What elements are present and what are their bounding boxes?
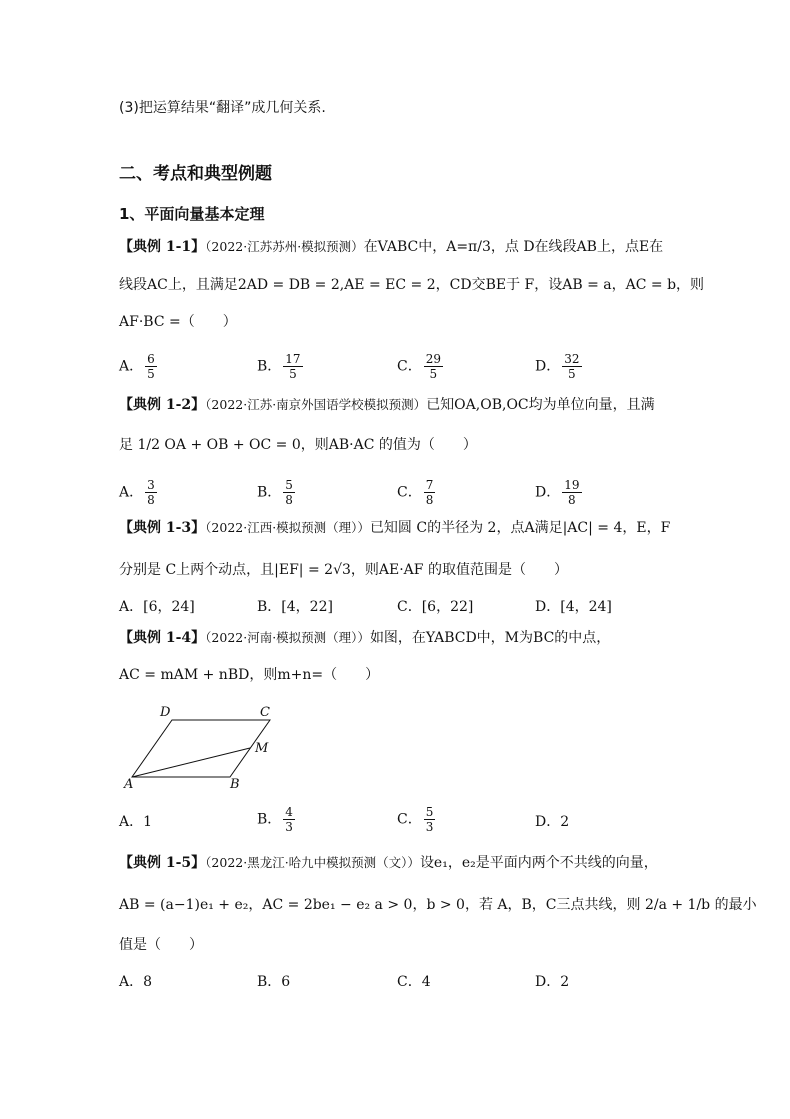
fraction: $\frac{32}{5}$ <box>564 352 580 381</box>
example-tag: 【典例 1-4】 <box>119 630 206 646</box>
fraction: $\frac{3}{8}$ <box>147 478 155 507</box>
example-source: （2022·江西·模拟预测（理）） <box>205 520 370 535</box>
option-d[interactable]: D．[4，24] <box>535 599 612 615</box>
option-label: D． <box>535 484 561 501</box>
option-d[interactable] <box>535 352 584 381</box>
example-1-2-line-1 <box>119 395 655 415</box>
option-label: B． <box>257 358 282 375</box>
option-a[interactable]: A．[6，24] <box>119 599 195 615</box>
option-a[interactable]: A．1 <box>119 814 153 830</box>
fraction: $\frac{17}{5}$ <box>285 352 301 381</box>
example-source: （2022·河南·模拟预测（理）） <box>205 630 370 645</box>
option-label: B． <box>257 811 282 828</box>
intro-step: (3)把运算结果“翻译”成几何关系. <box>119 100 326 116</box>
example-text: 已知OA,OB,OC均为单位向量，且满 <box>426 397 655 413</box>
option-a[interactable]: A．8 <box>119 974 153 990</box>
example-1-1-line-2: 线段AC上，且满足2AD = DB = 2,AE = EC = 2，CD交BE于 F，设AB = a，AC = b，则 <box>119 277 705 293</box>
example-1-3-line-1 <box>119 518 670 538</box>
example-tag: 【典例 1-1】 <box>119 239 206 255</box>
option-c[interactable]: C．4 <box>397 974 431 990</box>
example-source: （2022·江苏苏州·模拟预测） <box>205 239 364 254</box>
option-label: C． <box>397 811 422 828</box>
option-label: C． <box>397 484 422 501</box>
option-c[interactable] <box>397 805 437 834</box>
option-b[interactable] <box>257 352 305 381</box>
option-b[interactable]: B．6 <box>257 974 291 990</box>
example-text: 设e₁，e₂是平面内两个不共线的向量， <box>419 855 658 871</box>
option-c[interactable] <box>397 478 437 507</box>
option-b[interactable] <box>257 478 297 507</box>
fraction: $\frac{5}{8}$ <box>285 478 293 507</box>
option-c[interactable]: C．[6，22] <box>397 599 474 615</box>
example-1-4-line-2: AC = mAM + nBD，则m+n=（ ） <box>119 667 380 683</box>
option-c[interactable] <box>397 352 445 381</box>
example-tag: 【典例 1-5】 <box>119 855 206 871</box>
fraction: $\frac{29}{5}$ <box>425 352 441 381</box>
fraction: $\frac{6}{5}$ <box>147 352 155 381</box>
subsection-heading: 1、平面向量基本定理 <box>119 205 265 223</box>
example-text: 在VABC中，A=π/3，点 D在线段AB上，点E在 <box>363 239 664 255</box>
example-source: （2022·江苏·南京外国语学校模拟预测） <box>205 397 427 412</box>
option-label: A． <box>119 358 144 375</box>
section-heading: 二、考点和典型例题 <box>119 164 272 184</box>
option-label: C． <box>397 358 422 375</box>
parallelogram-figure <box>120 700 280 795</box>
example-1-1-line-3: AF·BC =（ ） <box>119 314 237 330</box>
label-b: B <box>230 777 240 792</box>
option-b[interactable]: B．[4，22] <box>257 599 333 615</box>
fraction: $\frac{19}{8}$ <box>564 478 580 507</box>
example-1-3-line-2: 分别是 C上两个动点，且|EF| = 2√3，则AE·AF 的取值范围是（ ） <box>119 562 568 578</box>
label-c: C <box>260 705 270 720</box>
example-1-5-line-3: 值是（ ） <box>119 937 203 953</box>
example-1-5-line-1 <box>119 853 658 873</box>
option-a[interactable] <box>119 352 159 381</box>
label-m: M <box>255 741 269 756</box>
example-1-4-line-1 <box>119 628 610 648</box>
option-d[interactable]: D．2 <box>535 814 570 830</box>
fraction: $\frac{4}{3}$ <box>285 805 293 834</box>
option-d[interactable]: D．2 <box>535 974 570 990</box>
example-source: （2022·黑龙江·哈九中模拟预测（文）） <box>205 855 420 870</box>
option-a[interactable] <box>119 478 159 507</box>
fraction: $\frac{5}{3}$ <box>425 805 434 834</box>
example-text: 已知圆 C的半径为 2，点A满足|AC| = 4，E，F <box>369 520 671 536</box>
option-label: B． <box>257 484 282 501</box>
example-tag: 【典例 1-3】 <box>119 520 206 536</box>
example-1-2-line-2: 足 1/2 OA + OB + OC = 0，则AB·AC 的值为（ ） <box>119 437 477 453</box>
option-label: D． <box>535 358 561 375</box>
example-text: 如图，在YABCD中，M为BC的中点， <box>369 630 611 646</box>
fraction: $\frac{7}{8}$ <box>425 478 434 507</box>
option-b[interactable] <box>257 805 297 834</box>
label-d: D <box>160 705 171 720</box>
example-tag: 【典例 1-2】 <box>119 397 206 413</box>
example-1-1-line-1 <box>119 237 663 257</box>
label-a: A <box>124 777 134 792</box>
example-1-5-line-2: AB = (a−1)e₁ + e₂，AC = 2be₁ − e₂ a > 0，b > 0，若 A，B，C三点共线，则 2/a + 1/b 的最小 <box>119 897 757 913</box>
option-d[interactable] <box>535 478 584 507</box>
option-label: A． <box>119 484 144 501</box>
